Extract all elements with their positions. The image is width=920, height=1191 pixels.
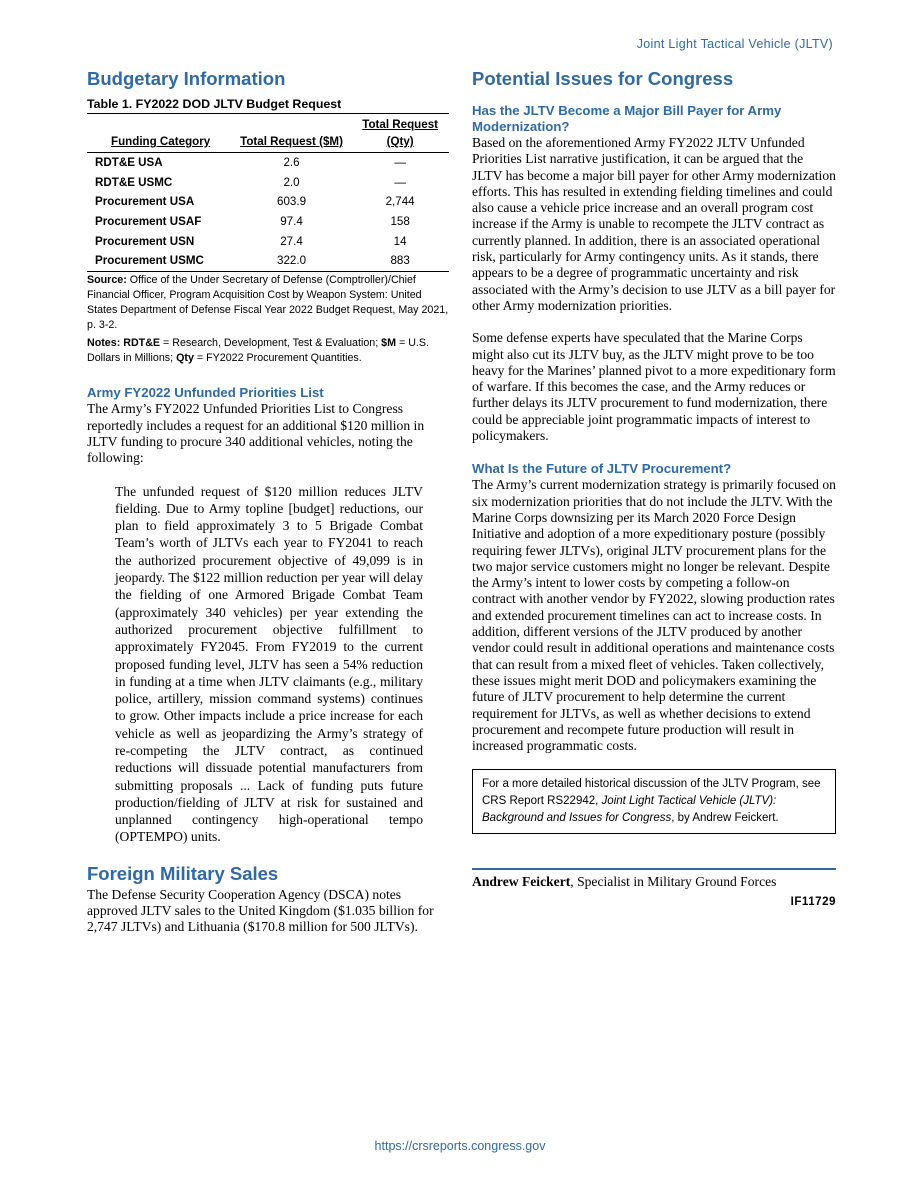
row-request-qty: 2,744 — [385, 195, 415, 209]
budget-table — [87, 114, 449, 272]
future-procurement-text: The Army’s current modernization strategy is primarily focused on six modernization priorities that do not include the JLTV. With the Marine Corps downsizing per its March 2020 Force Design Initiative and adoption of a more expeditionary posture (possibly requiring fewer JLTVs), original JLTV procurement plans for the two major service customers might no longer be relevant. Despite the Army’s intent to lower costs by competing a follow-on contract with another vendor by FY2022, slowing production rates and extended procurement timelines can act to increase costs. In addition, different versions of the JLTV produced by another vendor could result in additional operations and maintenance costs that can result from a mixed fleet of vehicles. Taken collectively, these issues might merit DOD and policymakers examining the future of JLTV procurement to help determine the current requirement for JLTVs, as well as whether decisions to extend procurement and recompete future production will result in increased programmatic costs. — [472, 477, 836, 754]
row-request-qty: 158 — [390, 215, 410, 229]
table-row — [87, 251, 449, 271]
budgetary-information-heading: Budgetary Information — [87, 68, 286, 89]
row-request-m: 322.0 — [277, 254, 307, 268]
row-request-qty: — — [394, 175, 406, 189]
army-quote: The unfunded request of $120 million reduces JLTV fielding. Due to Army topline [budget] reductions, our plan to field approximately 3 to 5 Brigade Combat Team’s worth of JLTVs each year to FY2041 to reach the authorized procurement objective of 49,099 is in jeopardy. The $122 million reduction per year will delay the fielding of one Armored Brigade Combat Team (approximately 340 vehicles) per year extending the authorized procurement objective fulfillment to approximately FY2045. From FY2019 to the current proposed funding level, JLTV has seen a 54% reduction in funding at a time when JLTV claimants (e.g., military police, artillery, mission command systems) continues to grow. Other impacts include a price increase for each vehicle as well as jeopardizing the Army’s strategy of re-competing the JLTV contract, as continued reductions will dissuade potential manufacturers from submitting proposals ... Lack of funding puts future production/fielding of JLTV at risk for sustained and unplanned contingency high-operational tempo (OPTEMPO) units. — [115, 483, 423, 845]
row-request-qty: 14 — [393, 234, 407, 248]
row-request-m: 27.4 — [280, 234, 303, 248]
row-category: Procurement USA — [95, 195, 195, 209]
table-source: Source: Office of the Under Secretary of Defense (Comptroller)/Chief Financial Officer, Program Acquisition Cost by Weapon System: United States Department of Defense Fiscal Year 2022 Budget Request, May 2021, p. 3-2. — [87, 273, 449, 332]
row-request-qty: — — [394, 156, 406, 170]
row-category: Procurement USMC — [95, 254, 204, 268]
bill-payer-paragraph-2: Some defense experts have speculated that the Marine Corps might also cut its JLTV buy, as the JLTV might prove to be too heavy for the Marines’ planned pivot to a more expeditionary form of warfare. If this becomes the case, and the Army reduces or further delays its JLTV procurement to fund modernization, there could be appreciable joint programmatic impacts of interest to policymakers. — [472, 330, 836, 444]
author-divider — [472, 868, 836, 870]
table-row — [87, 231, 449, 251]
row-request-m: 97.4 — [280, 215, 303, 229]
right-column — [472, 66, 836, 908]
row-category: RDT&E USA — [95, 156, 163, 170]
col-header-total-request-m: Total Request ($M) — [240, 135, 343, 148]
row-category: Procurement USN — [95, 234, 195, 248]
table-row — [87, 173, 449, 193]
bill-payer-paragraph-1: Based on the aforementioned Army FY2022 JLTV Unfunded Priorities List narrative justification, it can be argued that the JLTV has become a major bill payer for other Army modernization efforts. This has resulted in extending fielding timelines and could also cause a vehicle price increase and an overall program cost increase if the Army is unable to recompete the JLTV contract as currently planned. In addition, there is an associated operational risk, particularly for Army contingency units. As it stands, there appears to be a degree of programmatic uncertainty and risk associated with the Army’s decision to use JLTV as a bill payer for other Army modernization priorities. — [472, 135, 836, 313]
row-request-m: 2.0 — [283, 175, 300, 189]
row-request-m: 603.9 — [277, 195, 307, 209]
future-procurement-heading: What Is the Future of JLTV Procurement? — [472, 461, 732, 477]
col-header-total-request-qty: Total Request (Qty) — [362, 118, 439, 148]
table-row — [87, 212, 449, 232]
table-notes: Notes: RDT&E = Research, Development, Test & Evaluation; $M = U.S. Dollars in Millions; Qty = FY2022 Procurement Quantities. — [87, 336, 429, 365]
foreign-military-sales-text: The Defense Security Cooperation Agency (DSCA) notes approved JLTV sales to the United Kingdom ($1.035 billion for 2,747 JLTVs) and Lithuania ($170.8 million for 500 JLTVs). — [87, 886, 434, 935]
unfunded-priorities-heading: Army FY2022 Unfunded Priorities List — [87, 385, 324, 401]
footer-url[interactable]: https://crsreports.congress.gov — [374, 1139, 546, 1153]
row-request-qty: 883 — [390, 254, 410, 268]
table-row — [87, 153, 449, 173]
row-request-m: 2.6 — [283, 156, 300, 170]
potential-issues-heading: Potential Issues for Congress — [472, 68, 734, 89]
report-number: IF11729 — [790, 895, 836, 909]
running-header: Joint Light Tactical Vehicle (JLTV) — [636, 37, 833, 51]
unfunded-priorities-text: The Army’s FY2022 Unfunded Priorities List to Congress reportedly includes a request for an additional $120 million in JLTV funding to procure 340 additional vehicles, noting the following: — [87, 401, 425, 466]
row-category: RDT&E USMC — [95, 175, 173, 189]
left-column — [87, 66, 449, 936]
col-header-funding-category: Funding Category — [111, 135, 211, 148]
related-report-box: For a more detailed historical discussion of the JLTV Program, see CRS Report RS22942, Joint Light Tactical Vehicle (JLTV): Background and Issues for Congress, by Andrew Feickert. — [472, 769, 836, 834]
author-signature: Andrew Feickert, Specialist in Military Ground Forces — [472, 874, 777, 890]
foreign-military-sales-heading: Foreign Military Sales — [87, 862, 279, 884]
bill-payer-heading: Has the JLTV Become a Major Bill Payer for Army Modernization? — [472, 103, 782, 134]
table-row — [87, 192, 449, 212]
table-title: Table 1. FY2022 DOD JLTV Budget Request — [87, 97, 449, 114]
related-report-link[interactable]: Joint Light Tactical Vehicle (JLTV): Background and Issues for Congress — [482, 795, 777, 825]
row-category: Procurement USAF — [95, 215, 202, 229]
